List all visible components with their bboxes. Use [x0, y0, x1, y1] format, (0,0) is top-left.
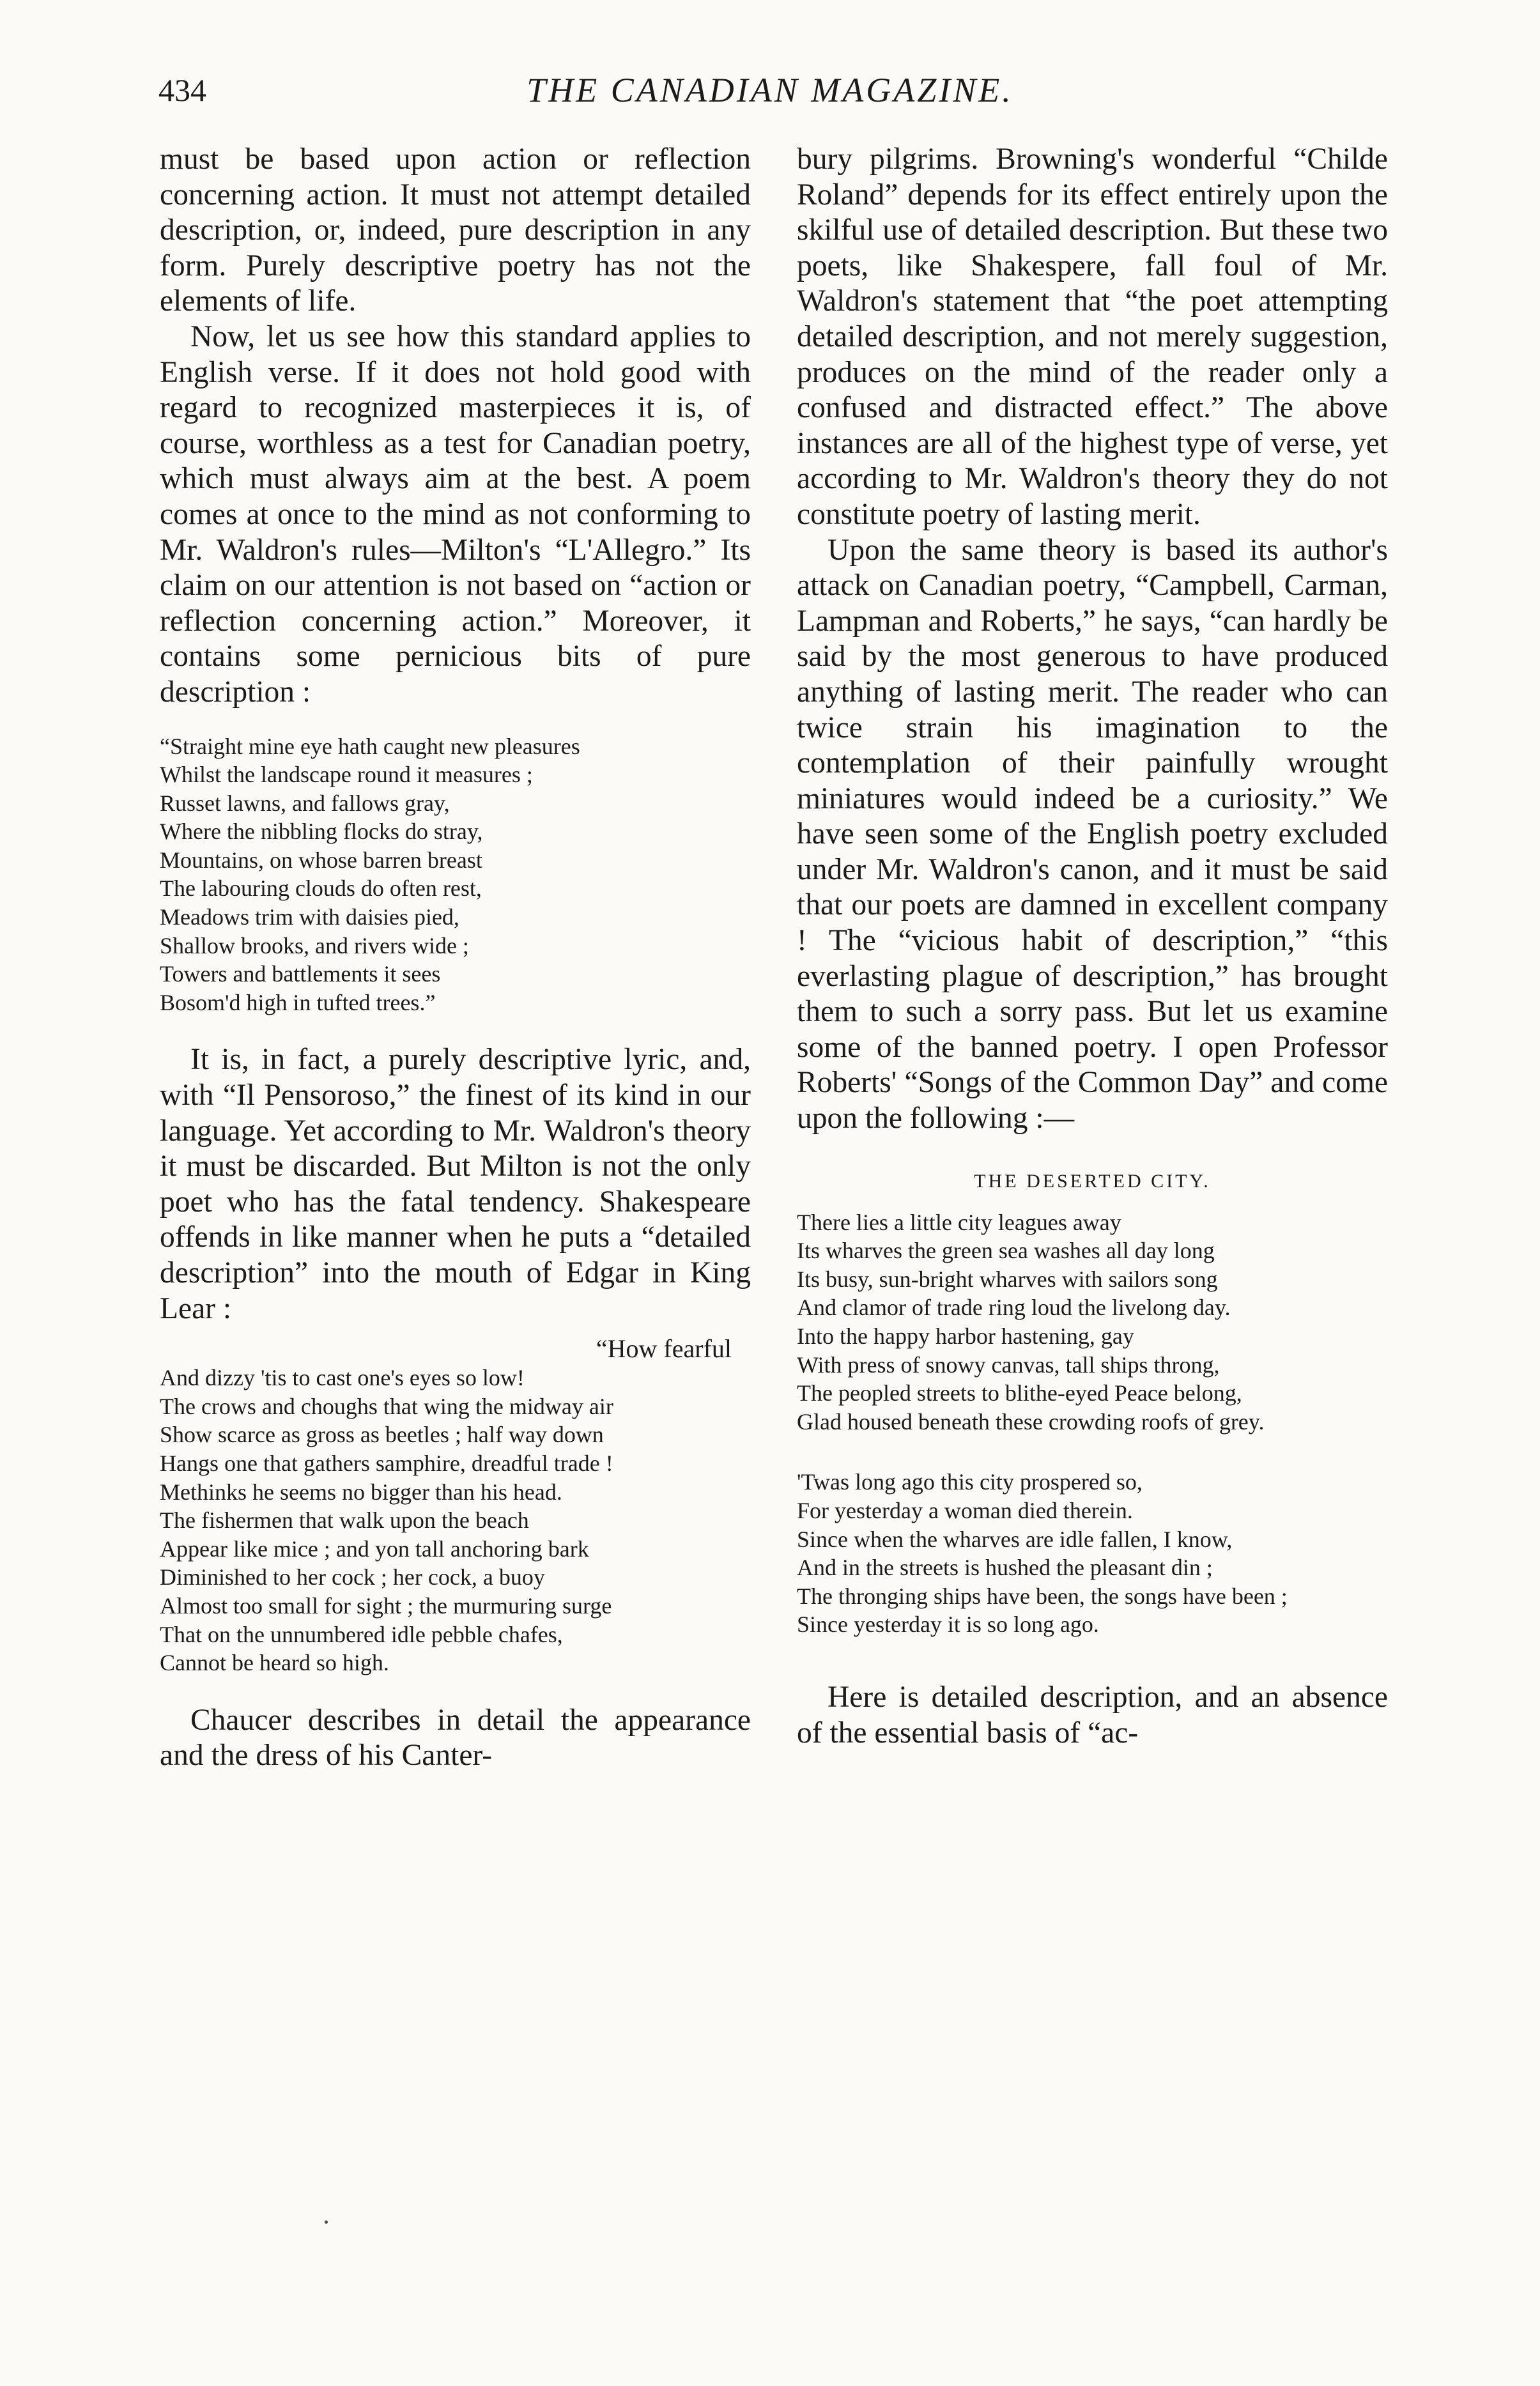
verse-line: Appear like mice ; and yon tall anchoring bark [160, 1536, 589, 1562]
right-column [797, 142, 1388, 2251]
verse-line: Its wharves the green sea washes all day long [797, 1238, 1215, 1264]
verse-line: The crows and choughs that wing the midway air [160, 1393, 613, 1419]
verse-line: And dizzy 'tis to cast one's eyes so low! [160, 1365, 525, 1391]
verse-quote-lear [160, 1364, 751, 1677]
verse-line: And in the streets is hushed the pleasant din ; [797, 1555, 1213, 1581]
verse-line: Where the nibbling flocks do stray, [160, 819, 483, 845]
paragraph: It is, in fact, a purely descriptive lyric, and, with “Il Pensoroso,” the finest of its kind in our language. Yet according to Mr. Waldron's theory it must be discarded. But Milton is not the only poet who has the fatal tendency. Shakespeare offends in like manner when he puts a “detailed description” into the mouth of Edgar in King Lear : [160, 1043, 751, 1325]
paragraph: Chaucer describes in detail the appearance and the dress of his Canter- [160, 1703, 751, 1773]
verse-line: With press of snowy canvas, tall ships throng, [797, 1351, 1220, 1378]
verse-line: Show scarce as gross as beetles ; half way down [160, 1422, 604, 1448]
verse-line: Since when the wharves are idle fallen, I know, [797, 1526, 1233, 1552]
verse-head: “How fearful [596, 1334, 732, 1364]
paragraph: Now, let us see how this standard applies to English verse. If it does not hold good with regard to recognized masterpieces it is, of course, worthless as a test for Canadian poetry, which must always aim at the best. A poem comes at once to the mind as not conforming to Mr. Waldron's rules—Milton's “L'Allegro.” Its claim on our attention is not based on “action or reflection concerning action.” Moreover, it contains some pernicious bits of pure description : [160, 319, 751, 709]
verse-line: Diminished to her cock ; her cock, a buoy [160, 1564, 545, 1590]
verse-line: And clamor of trade ring loud the livelong day. [797, 1295, 1231, 1321]
verse-line: Bosom'd high in tufted trees.” [160, 989, 436, 1015]
verse-line: Whilst the landscape round it measures ; [160, 762, 533, 788]
verse-line: The peopled streets to blithe-eyed Peace belong, [797, 1380, 1242, 1406]
verse-quote-allegro [160, 732, 751, 1017]
ink-speck [325, 2221, 328, 2224]
poem-stanza-1 [797, 1208, 1388, 1436]
verse-line: The thronging ships have been, the songs have been ; [797, 1583, 1288, 1609]
paragraph: Here is detailed description, and an absence of the essential basis of “ac- [797, 1680, 1388, 1750]
verse-line: Cannot be heard so high. [160, 1650, 389, 1676]
verse-line: Glad housed beneath these crowding roofs of grey. [797, 1408, 1265, 1435]
verse-line: Hangs one that gathers samphire, dreadful trade ! [160, 1450, 613, 1476]
left-column [160, 142, 751, 2251]
verse-line: Mountains, on whose barren breast [160, 847, 482, 873]
verse-line: Since yesterday it is so long ago. [797, 1612, 1099, 1638]
verse-line: Meadows trim with daisies pied, [160, 904, 459, 930]
verse-line: Russet lawns, and fallows gray, [160, 790, 450, 816]
verse-line: There lies a little city leagues away [797, 1209, 1121, 1235]
verse-line: 'Twas long ago this city prospered so, [797, 1469, 1143, 1495]
paragraph: must be based upon action or reflection concerning action. It must not attempt detailed description, or, indeed, pure description in any form. Purely descriptive poetry has not the elements of life. [160, 142, 751, 318]
verse-line: That on the unnumbered idle pebble chafes, [160, 1621, 563, 1647]
running-title: THE CANADIAN MAGAZINE. [527, 71, 1013, 109]
verse-line: “Straight mine eye hath caught new pleasures [160, 733, 580, 759]
verse-line: The labouring clouds do often rest, [160, 875, 482, 902]
page-number: 434 [158, 72, 206, 108]
verse-line: Into the happy harbor hastening, gay [797, 1323, 1134, 1349]
paragraph: bury pilgrims. Browning's wonderful “Childe Roland” depends for its effect entirely upon the skilful use of detailed description. But these two poets, like Shakespere, fall foul of Mr. Waldron's statement that “the poet attempting detailed description, and not merely suggestion, produces on the mind of the reader only a confused and distracted effect.” The above instances are all of the highest type of verse, yet according to Mr. Waldron's theory they do not constitute poetry of lasting merit. [797, 142, 1388, 531]
verse-line: The fishermen that walk upon the beach [160, 1507, 529, 1534]
poem-stanza-2 [797, 1468, 1388, 1639]
verse-line: Towers and battlements it sees [160, 961, 441, 987]
verse-line: Shallow brooks, and rivers wide ; [160, 932, 469, 958]
verse-line: For yesterday a woman died therein. [797, 1497, 1133, 1523]
verse-line: Its busy, sun-bright wharves with sailors song [797, 1266, 1218, 1292]
poem-title: THE DESERTED CITY. [974, 1170, 1211, 1192]
verse-line: Almost too small for sight ; the murmuring surge [160, 1592, 612, 1619]
paragraph: Upon the same theory is based its author's attack on Canadian poetry, “Campbell, Carman, Lampman and Roberts,” he says, “can hardly be said by the most generous to have produced anything of lasting merit. The reader who can twice strain his imagination to the contemplation of their painfully wrought miniatures would indeed be a curiosity.” We have seen some of the English poetry excluded under Mr. Waldron's canon, and it must be said that our poets are damned in excellent company ! The “vicious habit of description,” “this everlasting plague of description,” has brought them to such a sorry pass. But let us examine some of the banned poetry. I open Professor Roberts' “Songs of the Common Day” and come upon the following :— [797, 533, 1388, 1135]
verse-line: Methinks he seems no bigger than his head. [160, 1479, 562, 1505]
